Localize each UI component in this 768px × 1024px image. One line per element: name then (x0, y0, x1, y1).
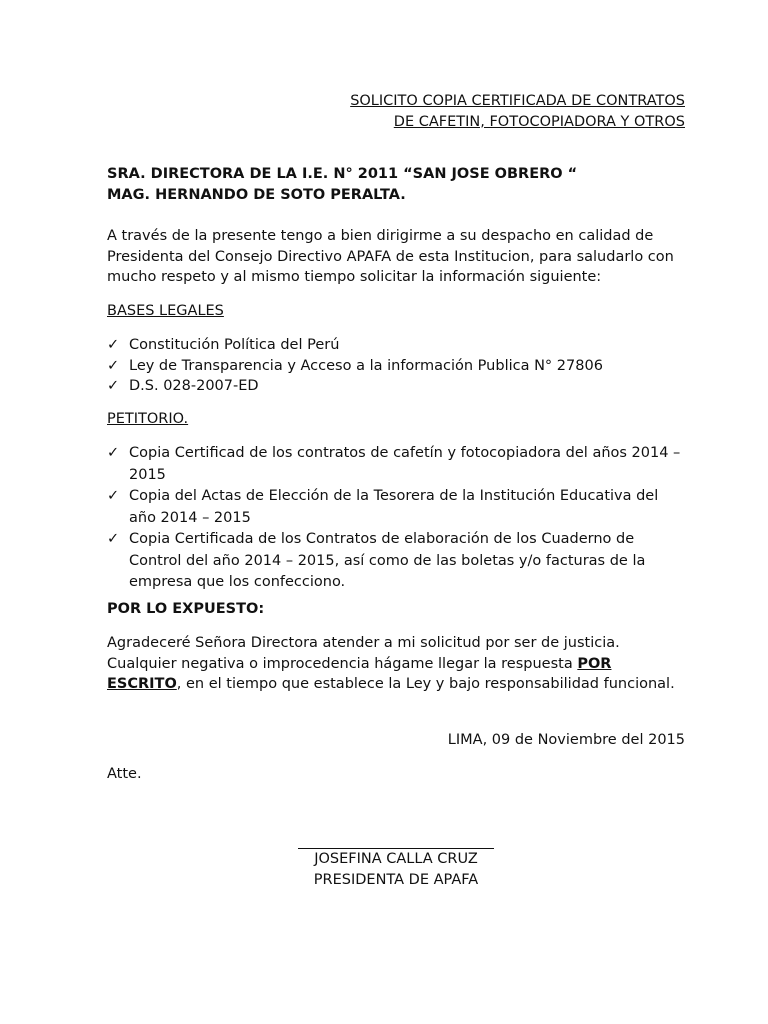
list-item-text: Copia del Actas de Elección de la Tesorera de la Institución Educativa del año 2014 – 2015 (129, 488, 659, 526)
list-item (107, 356, 685, 377)
signer-role: PRESIDENTA DE APAFA (313, 871, 479, 888)
closing-text-after: , en el tiempo que establece la Ley y bajo responsabilidad funcional. (176, 676, 675, 692)
petitorio-list (107, 443, 685, 594)
checkmark-icon: ✓ (107, 531, 120, 547)
checkmark-icon: ✓ (107, 378, 120, 394)
intro-paragraph: A través de la presente tengo a bien dirigirme a su despacho en calidad de Presidenta del Consejo Directivo APAFA de esta Institucion, para saludarlo con mucho respeto y al mismo tiempo solicitar la información siguiente: (107, 228, 674, 285)
checkmark-icon: ✓ (107, 488, 120, 504)
closing-salutation: Atte. (107, 766, 142, 782)
signature-block (298, 832, 494, 890)
document-subject (107, 91, 685, 132)
signer-name: JOSEFINA CALLA CRUZ (314, 851, 478, 867)
closing-text-before: Agradeceré Señora Directora atender a mi solicitud por ser de justicia. Cualquier negativa o improcedencia hágame llegar la respuesta (107, 635, 620, 672)
closing-paragraph (107, 633, 685, 695)
addressee-block (107, 164, 685, 205)
emphasis-por-escrito: POR ESCRITO (107, 655, 612, 692)
checkmark-icon: ✓ (107, 337, 120, 353)
checkmark-icon: ✓ (107, 357, 120, 374)
checkmark-icon: ✓ (107, 445, 120, 461)
list-item (107, 529, 685, 594)
list-item-text: Copia Certificada de los Contratos de elaboración de los Cuaderno de Control del año 2014 – 2015, así como de las boletas y/o facturas de la empresa que los confecciono. (129, 531, 646, 590)
date-line: LIMA, 09 de Noviembre del 2015 (447, 732, 685, 748)
addressee-line-2: MAG. HERNANDO DE SOTO PERALTA. (107, 186, 406, 203)
list-item (107, 486, 685, 529)
list-item (107, 443, 685, 486)
list-item-text: Ley de Transparencia y Acceso a la información Publica N° 27806 (129, 357, 603, 374)
petitorio-title: PETITORIO. (107, 411, 189, 427)
bases-legales-title: BASES LEGALES (107, 303, 224, 319)
addressee-line-1: SRA. DIRECTORA DE LA I.E. N° 2011 “SAN JOSE OBRERO “ (107, 166, 578, 182)
list-item (107, 335, 685, 356)
list-item-text: Constitución Política del Perú (129, 337, 340, 353)
subject-line-1: SOLICITO COPIA CERTIFICADA DE CONTRATOS (350, 93, 685, 109)
bases-legales-list (107, 335, 685, 397)
list-item-text: Copia Certificad de los contratos de cafetín y fotocopiadora del años 2014 – 2015 (129, 445, 681, 483)
list-item (107, 376, 685, 397)
subject-line-2: DE CAFETIN, FOTOCOPIADORA Y OTROS (393, 113, 685, 130)
list-item-text: D.S. 028-2007-ED (129, 378, 259, 394)
por-lo-expuesto-title: POR LO EXPUESTO: (107, 601, 265, 617)
